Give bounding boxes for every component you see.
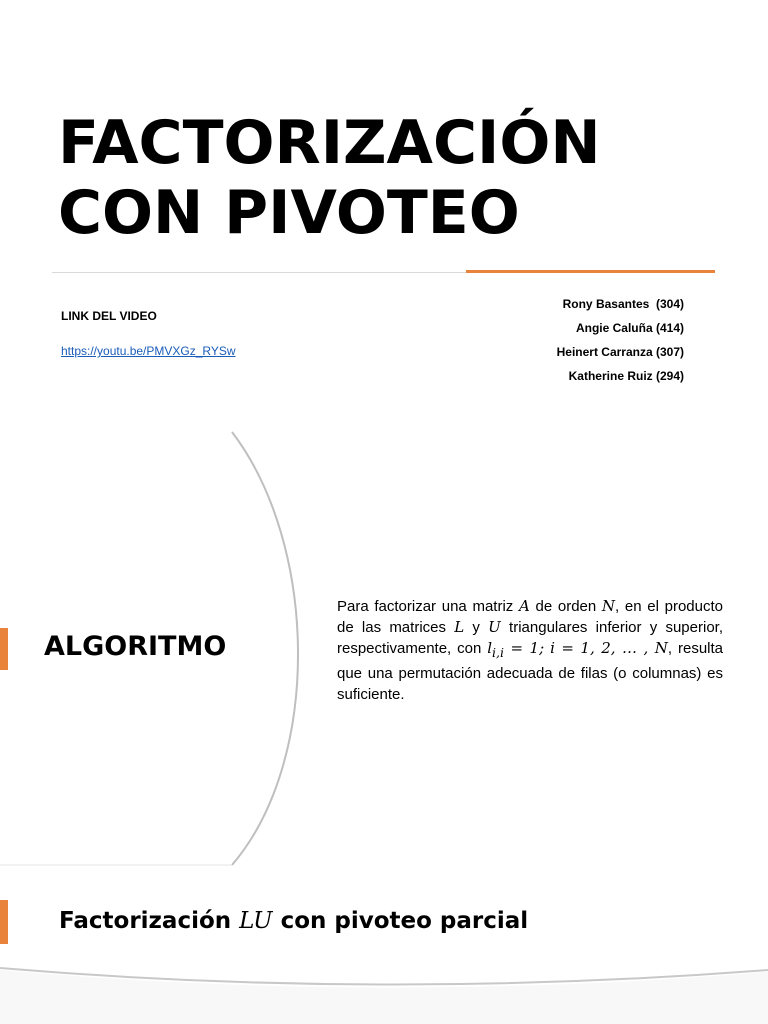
bottom-curve-shape bbox=[0, 960, 768, 1024]
section-accent-bar bbox=[0, 628, 8, 670]
math-i-range: i = 1, 2, … , N bbox=[550, 639, 668, 657]
video-link-label: LINK DEL VIDEO bbox=[61, 309, 157, 323]
page-title bbox=[58, 108, 738, 248]
text-run: triangulares inferior y superior, respectivamente, con bbox=[337, 619, 723, 657]
text-run: , resulta que una permutación adecuada de filas (o columnas) es suficiente. bbox=[337, 640, 724, 703]
math-lii: l bbox=[487, 639, 493, 657]
lu-subtitle bbox=[59, 903, 528, 939]
accent-divider bbox=[466, 270, 715, 273]
math-N: N bbox=[601, 597, 616, 615]
author-item: Heinert Carranza (307) bbox=[556, 345, 684, 359]
page-title-line-2: CON PIVOTEO bbox=[58, 178, 520, 248]
author-item: Angie Caluña (414) bbox=[575, 321, 684, 335]
author-item: Rony Basantes (304) bbox=[562, 297, 684, 311]
author-item: Katherine Ruiz (294) bbox=[568, 369, 684, 383]
text-run: y bbox=[464, 619, 489, 636]
video-link[interactable]: https://youtu.be/PMVXGz_RYSw bbox=[61, 344, 236, 358]
page-title-line-1: FACTORIZACIÓN bbox=[58, 108, 601, 178]
algorithm-heading: ALGORITMO bbox=[44, 631, 227, 662]
text-run: de orden bbox=[529, 598, 602, 615]
section-accent-bar bbox=[0, 900, 8, 944]
text-run: , en el producto de las matrices bbox=[337, 598, 723, 636]
math-lii-subscript: i,i bbox=[492, 645, 504, 660]
math-lii-equality: = 1; bbox=[504, 639, 545, 657]
subtitle-text: Factorización bbox=[59, 908, 240, 934]
subtitle-math-LU: LU bbox=[239, 908, 273, 934]
math-L: L bbox=[454, 618, 465, 636]
algorithm-description bbox=[337, 596, 723, 705]
math-A: A bbox=[518, 597, 530, 615]
text-run: Para factorizar una matriz bbox=[337, 598, 519, 615]
subtitle-text: con pivoteo parcial bbox=[272, 908, 529, 934]
math-U: U bbox=[488, 618, 501, 636]
author-list bbox=[557, 292, 684, 388]
